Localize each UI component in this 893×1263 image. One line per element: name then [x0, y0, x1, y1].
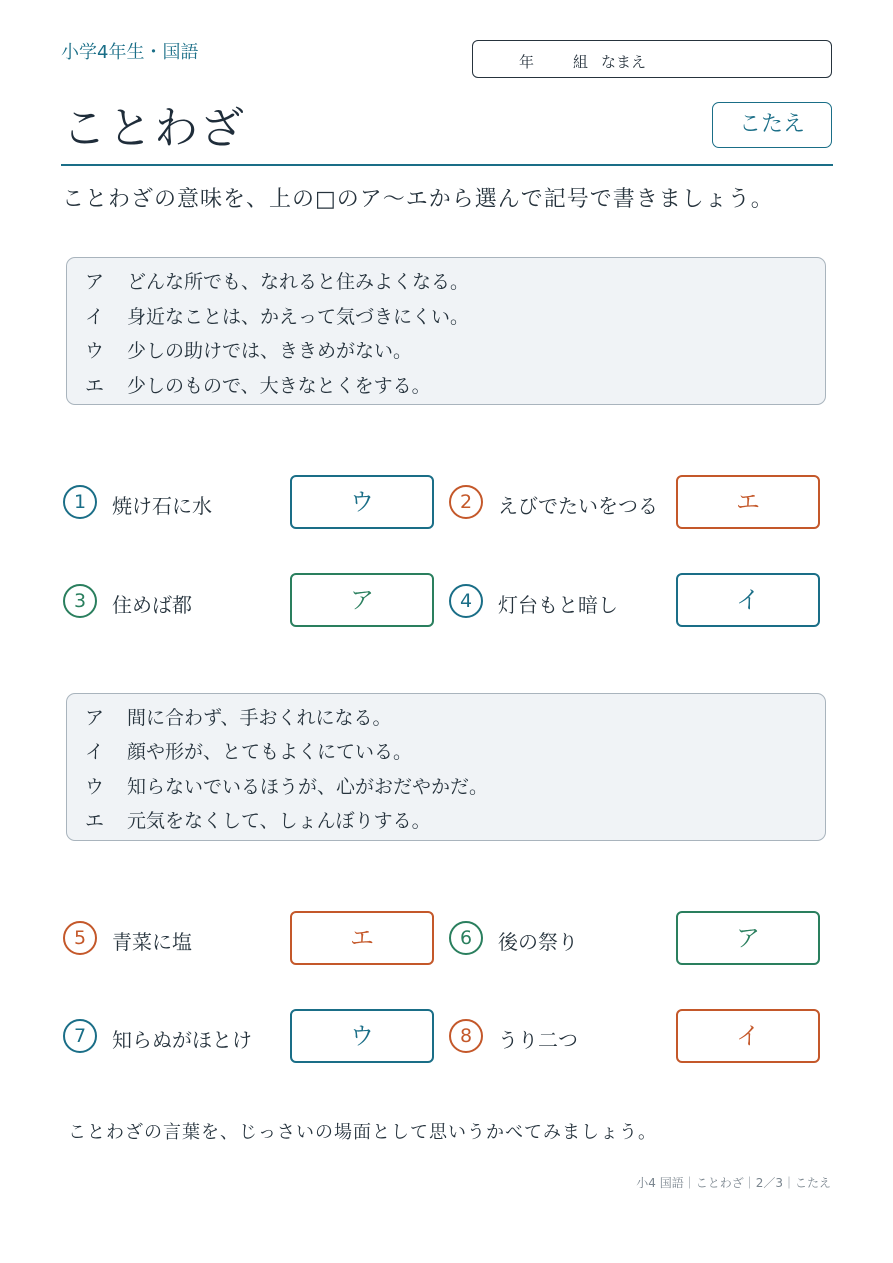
choice-key: イ [85, 741, 105, 763]
choice-text: 身近なことは、かえって気づきにくい。 [127, 306, 470, 328]
page-title: ことわざ [62, 103, 246, 154]
closing-note: ことわざの言葉を、じっさいの場面として思いうかべてみましょう。 [68, 1122, 657, 1143]
choice-key: ウ [85, 340, 105, 362]
answer-box[interactable]: エ [290, 911, 434, 965]
choice-text: 少しのもので、大きなとくをする。 [127, 375, 431, 397]
question-number: 2 [449, 485, 483, 519]
question-number: 4 [449, 584, 483, 618]
choice-item [85, 772, 488, 799]
choice-text: 元気をなくして、しょんぼりする。 [127, 810, 431, 832]
choice-text: 少しの助けでは、ききめがない。 [127, 340, 413, 362]
choice-key: エ [85, 810, 105, 832]
answer-box[interactable]: ア [676, 911, 820, 965]
question-number: 3 [63, 584, 97, 618]
question-number: 8 [449, 1019, 483, 1053]
proverb-text: 知らぬがほとけ [112, 1028, 252, 1052]
choice-item [85, 737, 412, 764]
choice-item [85, 703, 391, 730]
choice-text: どんな所でも、なれると住みよくなる。 [127, 271, 470, 293]
choice-item [85, 806, 431, 833]
title-divider [61, 164, 833, 166]
instruction-text: ことわざの意味を、上の□のア〜エから選んで記号で書きましょう。 [62, 187, 774, 212]
answer-box[interactable]: エ [676, 475, 820, 529]
proverb-text: 後の祭り [498, 930, 578, 954]
year-label: 年 [519, 53, 535, 71]
answer-box[interactable]: ウ [290, 1009, 434, 1063]
choice-key: ウ [85, 776, 105, 798]
question-number: 6 [449, 921, 483, 955]
page-footer: 小4 国語｜ことわざ｜2／3｜こたえ [636, 1176, 831, 1190]
choice-key: エ [85, 375, 105, 397]
name-label: なまえ [601, 53, 647, 71]
answer-box[interactable]: ア [290, 573, 434, 627]
proverb-text: 青菜に塩 [112, 930, 192, 954]
choice-key: ア [85, 707, 105, 729]
class-label: 組 [573, 53, 589, 71]
choice-box-1 [66, 257, 826, 405]
answer-key-badge: こたえ [712, 102, 832, 148]
name-box[interactable] [472, 40, 832, 78]
choice-key: イ [85, 306, 105, 328]
answer-box[interactable]: ウ [290, 475, 434, 529]
choice-box-2 [66, 693, 826, 841]
choice-item [85, 371, 431, 398]
proverb-text: 焼け石に水 [112, 494, 212, 518]
answer-box[interactable]: イ [676, 1009, 820, 1063]
choice-item [85, 336, 412, 363]
choice-text: 間に合わず、手おくれになる。 [127, 707, 392, 729]
proverb-text: えびでたいをつる [498, 494, 658, 518]
grade-label: 小学4年生・国語 [61, 42, 199, 63]
choice-item [85, 302, 469, 329]
question-number: 1 [63, 485, 97, 519]
proverb-text: 灯台もと暗し [498, 593, 618, 617]
choice-item [85, 267, 469, 294]
proverb-text: 住めば都 [112, 593, 192, 617]
choice-key: ア [85, 271, 105, 293]
answer-box[interactable]: イ [676, 573, 820, 627]
question-number: 7 [63, 1019, 97, 1053]
choice-text: 知らないでいるほうが、心がおだやかだ。 [127, 776, 489, 798]
proverb-text: うり二つ [498, 1028, 578, 1052]
question-number: 5 [63, 921, 97, 955]
choice-text: 顔や形が、とてもよくにている。 [127, 741, 413, 763]
